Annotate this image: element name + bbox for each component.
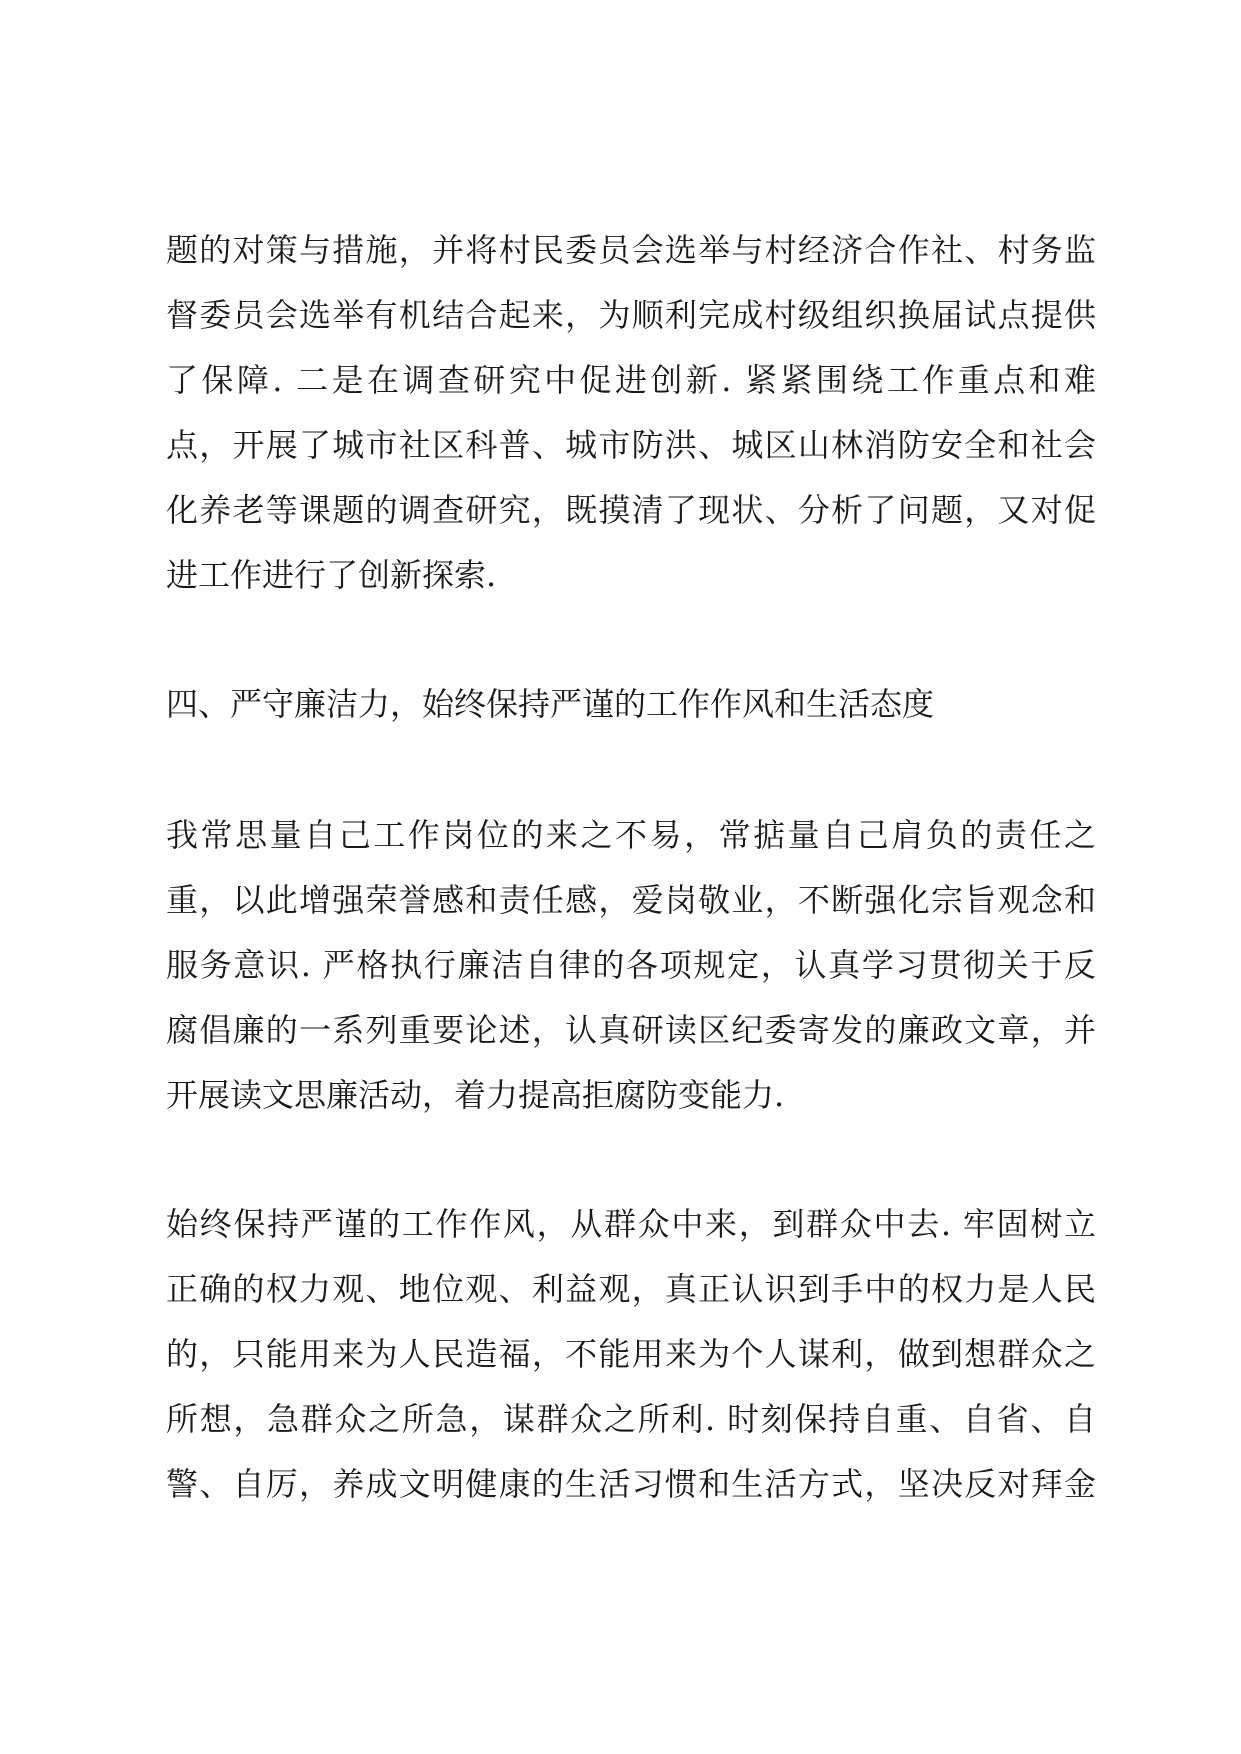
paragraph-continuation — [166, 218, 1096, 608]
text-line: 了保障. 二是在调查研究中促进创新. 紧紧围绕工作重点和难 — [166, 361, 1096, 399]
text-line: 点，开展了城市社区科普、城市防洪、城区山林消防安全和社会 — [166, 426, 1096, 464]
text-line: 督委员会选举有机结合起来，为顺利完成村级组织换届试点提供 — [166, 296, 1096, 334]
text-line: 服务意识. 严格执行廉洁自律的各项规定，认真学习贯彻关于反 — [166, 946, 1096, 984]
text-line: 进工作进行了创新探索. — [166, 556, 497, 594]
text-line: 题的对策与措施，并将村民委员会选举与村经济合作社、村务监 — [166, 231, 1096, 269]
text-line: 正确的权力观、地位观、利益观，真正认识到手中的权力是人民 — [166, 1270, 1096, 1308]
section-heading: 四、严守廉洁力，始终保持严谨的工作作风和生活态度 — [166, 685, 935, 723]
paragraph-work-style — [166, 1192, 1096, 1517]
paragraph-integrity — [166, 803, 1096, 1128]
text-line: 我常思量自己工作岗位的来之不易，常掂量自己肩负的责任之 — [166, 816, 1096, 854]
text-line: 开展读文思廉活动，着力提高拒腐防变能力. — [166, 1076, 785, 1114]
text-line: 腐倡廉的一系列重要论述，认真研读区纪委寄发的廉政文章，并 — [166, 1011, 1096, 1049]
text-line: 化养老等课题的调查研究，既摸清了现状、分析了问题，又对促 — [166, 491, 1096, 529]
text-line: 的，只能用来为人民造福，不能用来为个人谋利，做到想群众之 — [166, 1335, 1096, 1373]
text-line: 警、自厉，养成文明健康的生活习惯和生活方式，坚决反对拜金 — [166, 1465, 1096, 1503]
text-line: 所想，急群众之所急，谋群众之所利. 时刻保持自重、自省、自 — [166, 1400, 1096, 1438]
text-line: 始终保持严谨的工作作风，从群众中来，到群众中去. 牢固树立 — [166, 1205, 1096, 1243]
text-line: 重，以此增强荣誉感和责任感，爱岗敬业，不断强化宗旨观念和 — [166, 881, 1096, 919]
